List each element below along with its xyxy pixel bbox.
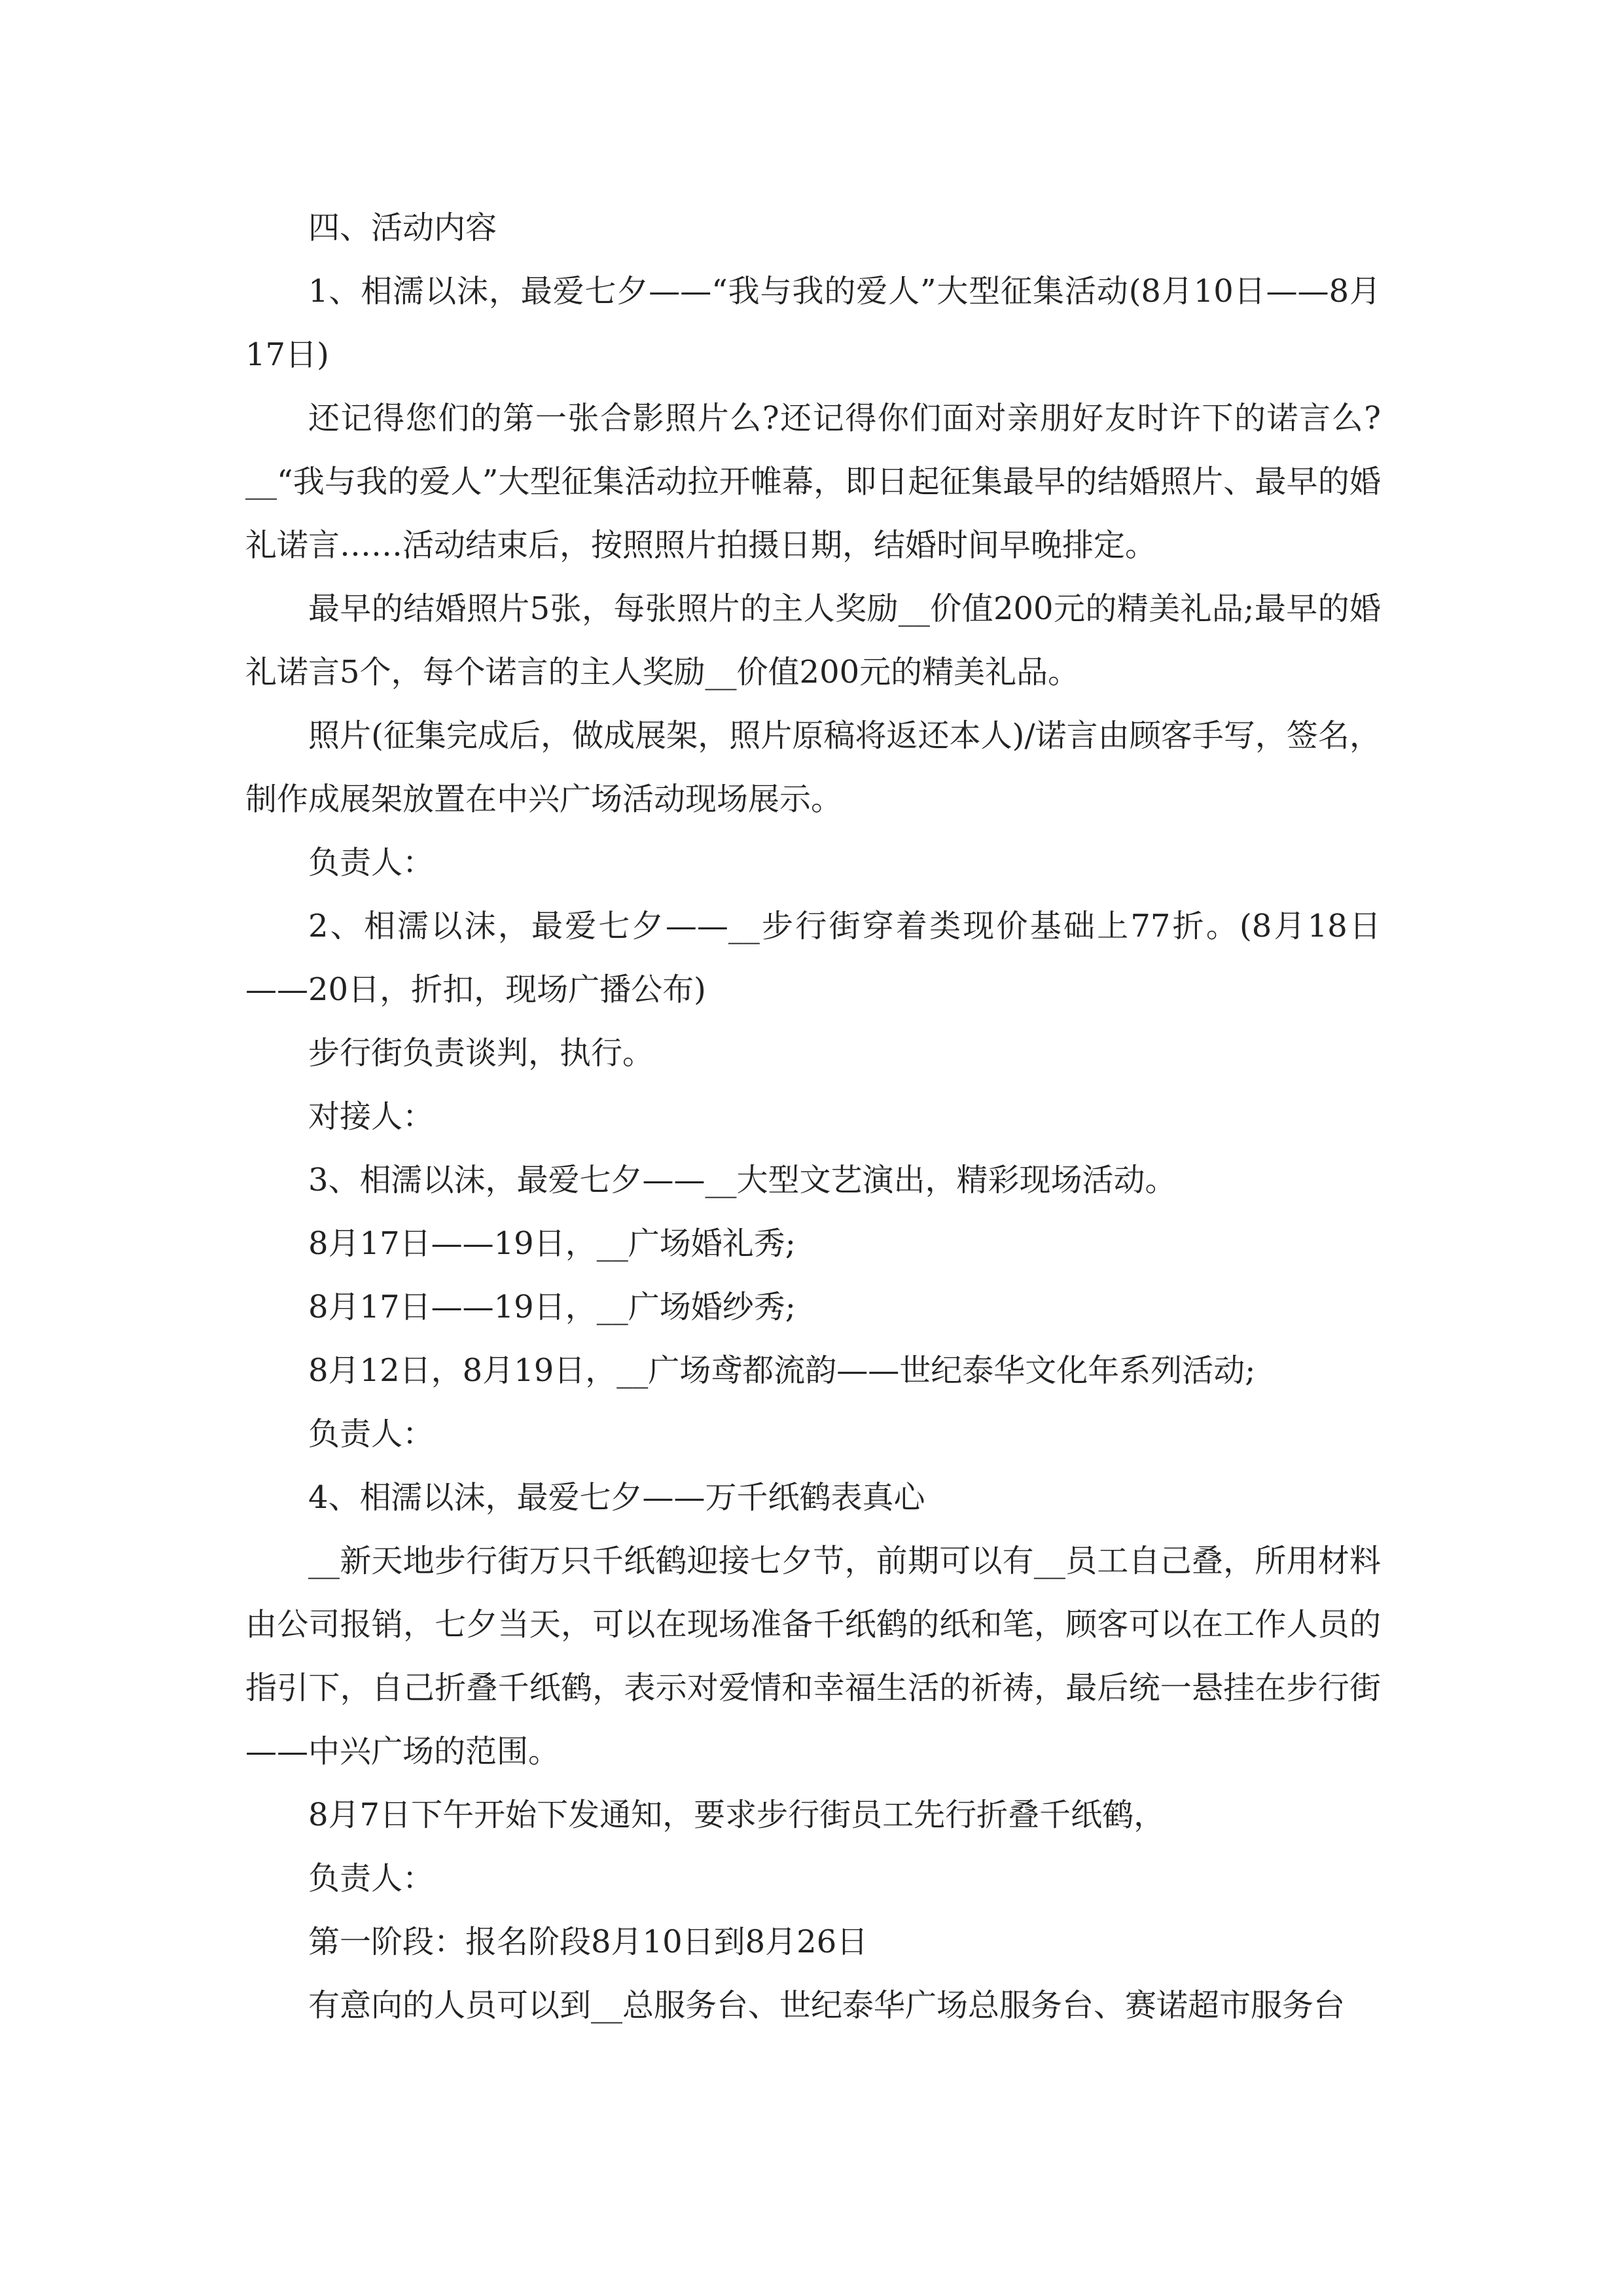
paragraph: 有意向的人员可以到__总服务台、世纪泰华广场总服务台、赛诺超市服务台 [308, 1987, 1346, 2024]
contact-person-line: 对接人： [308, 1098, 435, 1135]
schedule-line: 8月12日，8月19日，__广场鸢都流韵——世纪泰华文化年系列活动; [308, 1352, 1256, 1389]
stage-heading: 第一阶段：报名阶段8月10日到8月26日 [308, 1924, 868, 1960]
responsible-person-line: 负责人： [308, 1860, 435, 1897]
document-body [245, 196, 1381, 2037]
activity-1-title: 1、相濡以沫，最爱七夕——“我与我的爱人”大型征集活动(8月10日——8月17日) [245, 273, 1381, 373]
schedule-line: 8月17日——19日，__广场婚礼秀; [308, 1225, 796, 1262]
responsible-person-line: 负责人： [308, 1416, 435, 1452]
paragraph: __新天地步行街万只千纸鹤迎接七夕节，前期可以有__员工自己叠，所用材料由公司报销，七夕当天，可以在现场准备千纸鹤的纸和笔，顾客可以在工作人员的指引下，自己折叠千纸鹤，表示对爱情和幸福生活的祈祷，最后统一悬挂在步行街——中兴广场的范围。 [245, 1543, 1381, 1770]
schedule-line: 8月17日——19日，__广场婚纱秀; [308, 1289, 796, 1325]
paragraph: 步行街负责谈判，执行。 [308, 1035, 654, 1071]
paragraph: 还记得您们的第一张合影照片么?还记得你们面对亲朋好友时许下的诺言么?__“我与我的爱人”大型征集活动拉开帷幕，即日起征集最早的结婚照片、最早的婚礼诺言……活动结束后，按照照片拍摄日期，结婚时间早晚排定。 [245, 400, 1381, 564]
activity-2-title: 2、相濡以沫，最爱七夕——__步行街穿着类现价基础上77折。(8月18日——20日，折扣，现场广播公布) [245, 908, 1381, 1008]
activity-4-title: 4、相濡以沫，最爱七夕——万千纸鹤表真心 [308, 1479, 925, 1516]
section-heading: 四、活动内容 [308, 209, 497, 246]
paragraph: 照片(征集完成后，做成展架，照片原稿将返还本人)/诺言由顾客手写，签名，制作成展架放置在中兴广场活动现场展示。 [245, 717, 1381, 817]
paragraph: 8月7日下午开始下发通知，要求步行街员工先行折叠千纸鹤， [308, 1797, 1166, 1833]
paragraph: 最早的结婚照片5张，每张照片的主人奖励__价值200元的精美礼品;最早的婚礼诺言5个，每个诺言的主人奖励__价值200元的精美礼品。 [245, 590, 1381, 691]
activity-3-title: 3、相濡以沫，最爱七夕——__大型文艺演出，精彩现场活动。 [308, 1162, 1177, 1198]
responsible-person-line: 负责人： [308, 844, 435, 881]
